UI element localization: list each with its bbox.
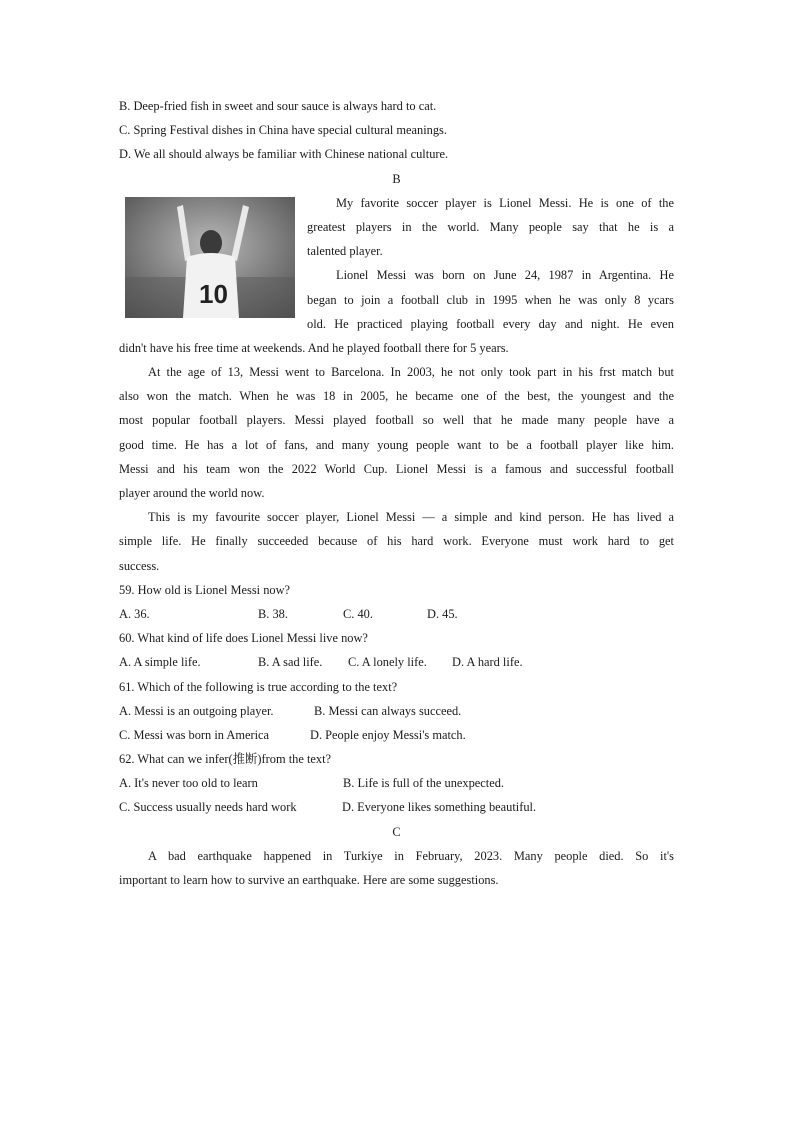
q61-stem: 61. Which of the following is true according to the text?: [119, 679, 398, 694]
intro-line-1: My favorite soccer player is Lionel Messi. He is one of the: [336, 195, 674, 210]
q61-option-d: D. People enjoy Messi's match.: [310, 727, 466, 742]
q61-option-a: A. Messi is an outgoing player.: [119, 703, 274, 718]
q59-stem: 59. How old is Lionel Messi now?: [119, 582, 291, 597]
messi-photo: [125, 197, 295, 318]
q59-option-d: D. 45.: [427, 606, 458, 621]
intro-line-4: Lionel Messi was born on June 24, 1987 in Argentina. He: [336, 268, 674, 283]
page: [119, 94, 674, 892]
q62-option-c: C. Success usually needs hard work: [119, 800, 297, 815]
q59-options: [119, 602, 674, 626]
intro-line-3: talented player.: [307, 244, 383, 259]
q62-option-a: A. It's never too old to learn: [119, 776, 258, 791]
p3-line-3: most popular football players. Messi played football so well that he made many people have a: [119, 413, 674, 428]
p4-line-1: This is my favourite soccer player, Lionel Messi — a simple and kind person. He has lived a: [148, 510, 674, 525]
p3-line-1: At the age of 13, Messi went to Barcelona. In 2003, he not only took part in his frst match but: [148, 365, 674, 380]
q60-option-a: A. A simple life.: [119, 655, 201, 670]
p4-line-2: simple life. He finally succeeded because of his hard work. Everyone must work hard to get: [119, 534, 674, 549]
prev-option-d: D. We all should always be familiar with Chinese national culture.: [119, 147, 449, 162]
q62-options-ab: [119, 771, 674, 795]
section-b-intro: [119, 191, 674, 336]
p3-line-5: Messi and his team won the 2022 World Cup. Lionel Messi is a famous and successful football: [119, 461, 674, 476]
section-c-heading: C: [392, 824, 401, 839]
intro-line-2: greatest players in the world. Many people say that he is a: [307, 219, 674, 234]
p3-line-2: also won the match. When he was 18 in 2005, he became one of the best, the youngest and the: [119, 389, 674, 404]
q60-option-d: D. A hard life.: [452, 655, 523, 670]
p3-line-4: good time. He has a lot of fans, and many young people want to be a football player like him.: [119, 437, 674, 452]
p2-last-line: didn't have his free time at weekends. And he played football there for 5 years.: [119, 340, 509, 355]
c-p1-line-1: A bad earthquake happened in Turkiye in February, 2023. Many people died. So it's: [148, 848, 674, 863]
q60-option-b: B. A sad life.: [258, 655, 323, 670]
prev-option-b: B. Deep-fried fish in sweet and sour sauce is always hard to cat.: [119, 99, 437, 113]
q59-option-b: B. 38.: [258, 606, 288, 621]
q60-options: [119, 650, 674, 674]
q61-option-c: C. Messi was born in America: [119, 727, 270, 742]
q62-stem: 62. What can we infer(推断)from the text?: [119, 752, 332, 767]
q60-stem: 60. What kind of life does Lionel Messi live now?: [119, 631, 368, 646]
q62-options-cd: [119, 795, 674, 819]
q62-option-b: B. Life is full of the unexpected.: [343, 776, 505, 791]
p4-line-3: success.: [119, 558, 160, 573]
c-p1-line-2: important to learn how to survive an earthquake. Here are some suggestions.: [119, 873, 499, 887]
q62-option-d: D. Everyone likes something beautiful.: [342, 800, 537, 815]
section-b-heading: B: [392, 171, 401, 186]
q61-options-ab: [119, 699, 674, 723]
q61-options-cd: [119, 723, 674, 747]
q60-option-c: C. A lonely life.: [348, 655, 427, 670]
svg-text:10: 10: [199, 278, 228, 309]
prev-option-c: C. Spring Festival dishes in China have special cultural meanings.: [119, 123, 447, 138]
intro-line-5: began to join a football club in 1995 when he was only 8 ycars: [307, 292, 674, 307]
p3-line-6: player around the world now.: [119, 486, 265, 500]
q59-option-c: C. 40.: [343, 606, 373, 621]
q59-option-a: A. 36.: [119, 606, 150, 621]
intro-line-6: old. He practiced playing football every day and night. He even: [307, 316, 674, 331]
q61-option-b: B. Messi can always succeed.: [314, 703, 462, 718]
